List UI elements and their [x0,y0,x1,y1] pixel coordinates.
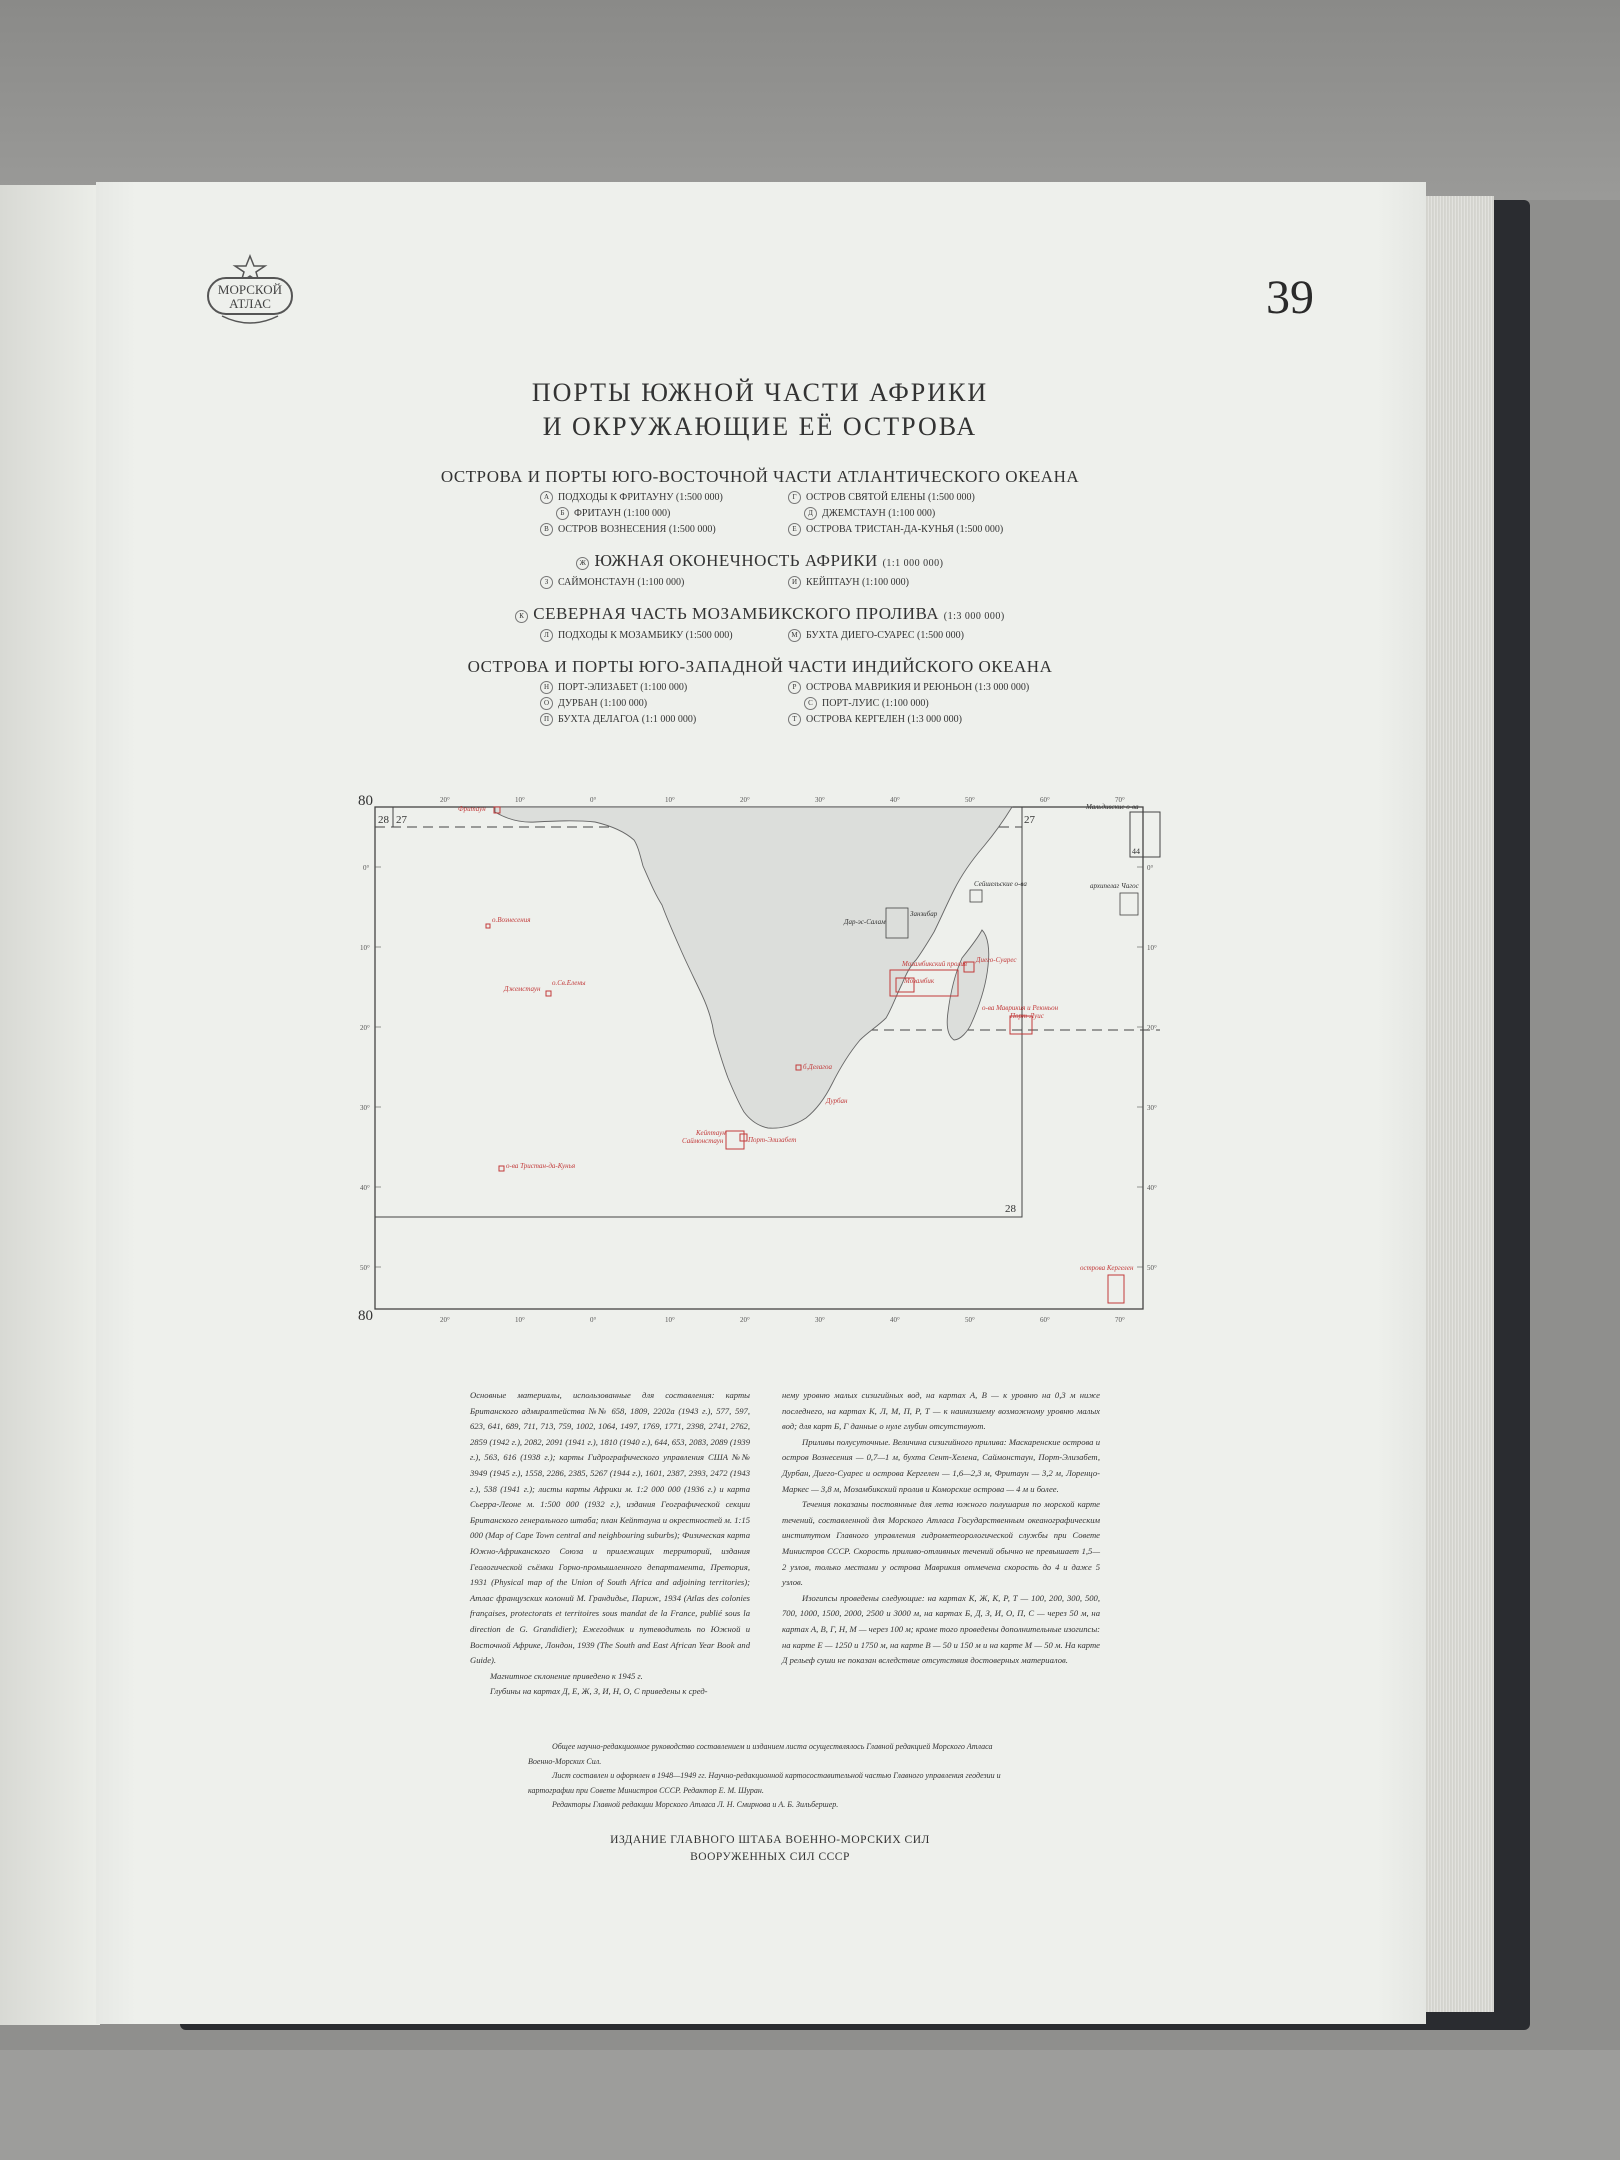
map-label-mozambique: Мозамбик [904,977,935,985]
atlas-logo [200,252,300,332]
latitude-label: 40° [1147,1184,1157,1192]
longitude-label: 0° [590,1316,597,1324]
contents-item: З САЙМОНСТАУН (1:100 000) [540,576,684,589]
sheet-number: 44 [1132,847,1140,856]
contents-item: Р ОСТРОВА МАВРИКИЯ И РЕЮНЬОН (1:3 000 000) [788,681,1029,694]
longitude-label: 10° [665,1316,675,1324]
sheet-number: 28 [1005,1203,1016,1215]
map-label-port-louis: Порт-Луис [1010,1012,1044,1020]
section-title: ОСТРОВА И ПОРТЫ ЮГО-ВОСТОЧНОЙ ЧАСТИ АТЛАНТИЧЕСКОГО ОКЕАНА [440,467,1080,486]
section-title: ОСТРОВА И ПОРТЫ ЮГО-ЗАПАДНОЙ ЧАСТИ ИНДИЙСКОГО ОКЕАНА [467,657,1053,676]
map-label-kerguelen: острова Кергелен [1080,1264,1134,1272]
map-label-simonstown: Саймонстаун [682,1137,724,1145]
tristan-marker [499,1166,504,1171]
longitude-label: 20° [740,1316,750,1324]
latitude-label: 50° [360,1264,370,1272]
map-label-mozambique-channel: Мозамбикский пролив [902,960,967,968]
publisher-imprint: ИЗДАНИЕ ГЛАВНОГО ШТАБА ВОЕННО-МОРСКИХ СИЛ ВООРУЖЕННЫХ СИЛ СССР [610,1834,930,1863]
latitude-label: 0° [363,864,370,872]
map-label-diego-suarez: Диего-Суарес [976,956,1017,964]
contents-item: Н ПОРТ-ЭЛИЗАБЕТ (1:100 000) [540,681,687,694]
notes-right-column: нему уровню малых сизигийных вод, на картах А, В — к уровню на 0,3 м ниже последнего, на картах К, Л, М, П, Р, Т — к наинизшему возможному уровню малых вод; для карт Б, Г данные о нуле глубин отсутствуют. Приливы полусуточные. Величина сизигийного прилива: Маскаренские острова и остров Вознесения — 0,7—1 м, бухта Сент-Хелена, Саймонстаун, Порт-Элизабет, Дурбан, Диего-Суарес и острова Кергелен — 1,6—2,3 м, Фритаун — 3,2 м, Лоренцо-Маркес — 3,8 м, Мозамбикский пролив и Коморские острова — 4 м и более. Течения показаны постоянные для лета южного полушария по морской карте течений, составленной для Морского Атласа Государственным океанографическим институтом Главного управления гидрометеорологической службы при Совете Министров СССР. Скорость приливо-отливных течений обычно не превышает 1,5—2 узлов, только местами у острова Маврикия отмечена скорость до 4 и даже 5 узлов. Изогипсы проведены следующие: на картах К, Ж, К, Р, Т — 100, 200, 300, 500, 700, 1000, 1500, 2000, 2500 и 3000 м, на картах Б, Д, З, И, О, П, С — через 50 м, на картах А, В, Г, Н, М — через 100 м; кроме того проведены дополнительные изогипсы: на карте Е — 1250 и 1750 м, на карте В — 50 и 150 м и на карте М — 50 м. На карте Д рельеф суши не показан вследствие отсутствия достоверных материалов. [782,1390,1100,1666]
contents-item: С ПОРТ-ЛУИС (1:100 000) [804,697,929,710]
logo-text-1: МОРСКОЙ [217,282,283,297]
map-label-jamestown: Джемстаун [504,985,541,993]
longitude-label: 0° [590,796,597,804]
map-label-zanzibar: Занзибар [910,910,938,918]
map-label-st-helena: о.Св.Елены [552,979,586,987]
longitude-label: 60° [1040,1316,1050,1324]
longitude-label: 30° [815,796,825,804]
map-label-maldives: Мальдивские о-ва [1086,803,1139,811]
background-table [0,2050,1620,2160]
logo-text-2: АТЛАС [229,296,271,311]
seychelles-marker [970,890,982,902]
contents-item: Е ОСТРОВА ТРИСТАН-ДА-КУНЬЯ (1:500 000) [788,523,1003,536]
contents-item: Д ДЖЕМСТАУН (1:100 000) [804,507,935,520]
latitude-label: 20° [1147,1024,1157,1032]
contents-item: А ПОДХОДЫ К ФРИТАУНУ (1:500 000) [540,491,723,504]
longitude-label: 70° [1115,796,1125,804]
map-label-dar-es-salaam: Дар-эс-Салам [844,918,886,926]
longitude-label: 20° [440,1316,450,1324]
contents-item: Л ПОДХОДЫ К МОЗАМБИКУ (1:500 000) [540,629,733,642]
contents-item: М БУХТА ДИЕГО-СУАРЕС (1:500 000) [788,629,964,642]
latitude-label: 30° [1147,1104,1157,1112]
contents-item: И КЕЙПТАУН (1:100 000) [788,576,909,589]
map-corner-label: 80 [358,1308,373,1324]
background-wall [0,0,1620,200]
longitude-label: 50° [965,796,975,804]
longitude-label: 50° [965,1316,975,1324]
sheet-number: 27 [1024,814,1035,826]
contents-item: Б ФРИТАУН (1:100 000) [556,507,670,520]
latitude-label: 20° [360,1024,370,1032]
contents-item: Г ОСТРОВ СВЯТОЙ ЕЛЕНЫ (1:500 000) [788,491,975,504]
sheet-number: 28 [378,814,389,826]
longitude-label: 10° [515,1316,525,1324]
page-edges [1424,196,1494,2012]
longitude-label: 30° [815,1316,825,1324]
longitude-label: 70° [1115,1316,1125,1324]
madagascar-landmass [947,930,989,1040]
longitude-label: 10° [515,796,525,804]
longitude-label: 40° [890,796,900,804]
latitude-label: 0° [1147,864,1154,872]
longitude-label: 10° [665,796,675,804]
longitude-label: 20° [440,796,450,804]
page-title-line1: ПОРТЫ ЮЖНОЙ ЧАСТИ АФРИКИ [531,378,989,407]
contents-item: П БУХТА ДЕЛАГОА (1:1 000 000) [540,713,696,726]
index-map [350,790,1180,1330]
map-label-port-elizabeth: Порт-Элизабет [748,1136,797,1144]
contents-item: Т ОСТРОВА КЕРГЕЛЕН (1:3 000 000) [788,713,962,726]
section-title: К СЕВЕРНАЯ ЧАСТЬ МОЗАМБИКСКОГО ПРОЛИВА (1:3 000 000) [400,604,1120,624]
latitude-label: 30° [360,1104,370,1112]
section-title: Ж ЮЖНАЯ ОКОНЕЧНОСТЬ АФРИКИ (1:1 000 000) [400,551,1120,571]
map-label-ascension: о.Вознесения [492,916,531,924]
st-helena-marker [546,991,551,996]
map-label-durban: Дурбан [826,1097,848,1105]
map-label-seychelles: Сейшельские о-ва [974,880,1027,888]
latitude-label: 10° [360,944,370,952]
map-label-delagoa: б.Делагоа [803,1063,833,1071]
contents-item: В ОСТРОВ ВОЗНЕСЕНИЯ (1:500 000) [540,523,716,536]
ascension-marker [486,924,490,928]
map-label-mauritius: о-ва Маврикия и Реюньон [982,1004,1059,1012]
latitude-label: 50° [1147,1264,1157,1272]
sheet-number: 27 [396,814,407,826]
longitude-label: 20° [740,796,750,804]
notes-left-column: Основные материалы, использованные для составления: карты Британского адмиралтейства №№ 658, 1809, 2202а (1943 г.), 577, 597, 623, 641, 689, 711, 713, 759, 1002, 1064, 1497, 1769, 1771, 2398, 2741, 2762, 2859 (1942 г.), 2082, 2091 (1941 г.), 1810 (1940 г.), 644, 653, 2083, 2089 (1939 г.), 563, 616 (1938 г.); карты Гидрографического управления США №№ 3949 (1945 г.), 1558, 2286, 2385, 5267 (1944 г.), 1601, 2387, 2393, 2472 (1943 г.), 538 (1941 г.); листы карты Африки м. 1:2 000 000 (1936 г.) и карта Сьерра-Леоне м. 1:500 000 (1932 г.), издания Географической секции Британского генерального штаба; план Кейптауна и окрестностей м. 1:15 000 (Map of Cape Town central and neighbouring suburbs); Физическая карта Южно-Африканского Союза и прилежащих территорий, издания Геологической съёмки Горно-промышленного департамента, Претория, 1931 (Physical map of the Union of South Africa and adjoining territories); Атлас французских колоний М. Грандидье, Париж, 1934 (Atlas des colonies françaises, protectorats et territoires sous mandat de la France, publié sous la direction de G. Grandidier); Ежегодник и путеводитель по Южной и Восточной Африке, Лондон, 1939 (The South and East African Year Book and Guide). Магнитное склонение приведено к 1945 г. Глубины на картах Д, Е, Ж, З, И, Н, О, С приведены к сред- [470,1390,750,1697]
editorial-credits: Общее научно-редакционное руководство составлением и изданием листа осуществлялось Главной редакцией Морского Атласа Военно-Морских Сил. Лист составлен и оформлен в 1948—1949 гг. Научно-редакционной картосоставительной частью Главного управления геодезии и картографии при Совете Министров СССР. Редактор Е. М. Шуран. Редакторы Главной редакции Морского Атласа Л. Н. Смирнова и А. Б. Зильбершер. [528,1742,1001,1809]
longitude-label: 40° [890,1316,900,1324]
kerguelen-marker [1108,1275,1124,1303]
latitude-label: 40° [360,1184,370,1192]
page-number: 39 [1266,271,1314,324]
map-corner-label: 80 [358,793,373,809]
chagos-marker [1120,893,1138,915]
map-label-tristan: о-ва Тристан-да-Кунья [506,1162,576,1170]
page-title-line2: И ОКРУЖАЮЩИЕ ЕЁ ОСТРОВА [542,412,978,441]
map-label-capetown: Кейптаун [696,1129,726,1137]
contents-item: О ДУРБАН (1:100 000) [540,697,647,710]
map-label-chagos: архипелаг Чагос [1090,882,1139,890]
longitude-label: 60° [1040,796,1050,804]
latitude-label: 10° [1147,944,1157,952]
left-page [0,185,100,2025]
map-label-freetown: Фритаун [458,805,486,813]
